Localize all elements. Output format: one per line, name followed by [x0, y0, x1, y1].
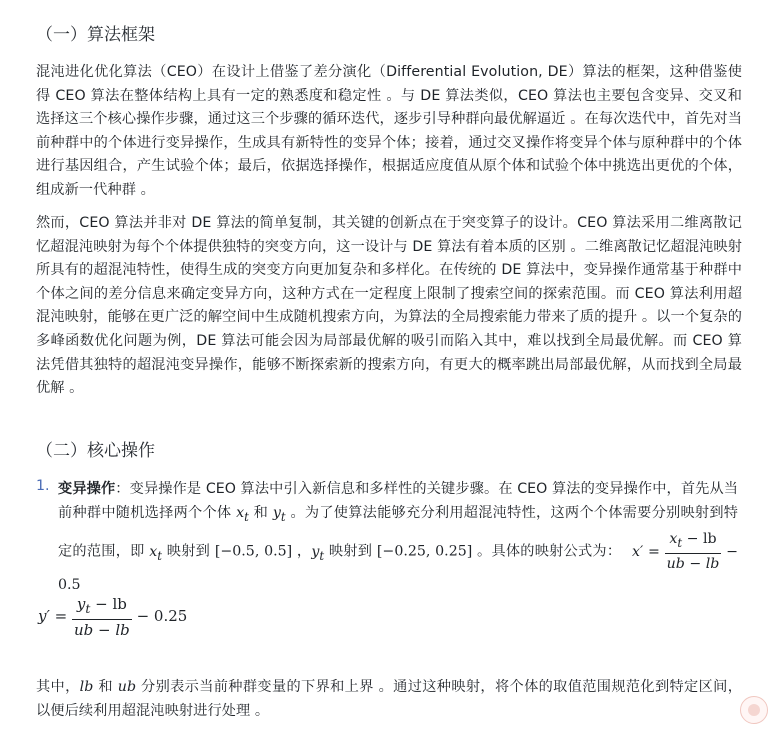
section-heading-core-operations: （二）核心操作: [36, 441, 155, 461]
floating-assistant-icon[interactable]: [740, 696, 768, 724]
list-item-title: 变异操作: [58, 481, 116, 497]
paragraph-framework-intro: 混沌进化优化算法（CEO）在设计上借鉴了差分演化（Differential Evolution, DE）算法的框架，这种借鉴使得 CEO 算法在整体结构上具有一定的熟悉度和稳定性 。与 DE 算法类似，CEO 算法也主要包含变异、交叉和选择这三个核心操作步骤，通过这三个步骤的循环迭代，逐步引导种群向最优解逼近 。在每次迭代中，首先对当前种群中的个体进行变异操作，生成具有新特性的变异个体；接着，通过交叉操作将变异个体与原种群中的个体进行基因组合，产生试验个体；最后，依据选择操作，根据适应度值从原个体和试验个体中挑选出更优的个体，组成新一代种群 。: [36, 64, 742, 198]
var-yt: $y_t$: [272, 504, 286, 524]
var-yt-2: $y_t$: [311, 543, 325, 563]
mutation-text-a: ：变异操作是 CEO 算法中引入新信息和多样性的关键步骤。在 CEO 算法的变异操作中，首先从当前种群中随机选择两个个体: [58, 481, 738, 521]
var-lb: lb: [79, 679, 94, 695]
var-ub: ub: [117, 679, 137, 695]
formula-y: y′ = $\frac{y_t - lb}{ub - lb}$ − 0.25: [38, 595, 188, 639]
list-item-number: 1.: [36, 478, 50, 494]
mutation-text-c: 。具体的映射公式为：: [472, 543, 622, 560]
range-x: [−0.5, 0.5]: [214, 543, 293, 560]
mutation-text-b: 。为了使算法能够充分利用超混沌特性，这两个个体需要分别映射到特定的范围，即: [58, 504, 738, 560]
formula-x: x′ = $\frac{x_t - lb}{ub - lb}$ − 0.5: [58, 531, 738, 594]
range-y: [−0.25, 0.25]: [376, 543, 473, 560]
section-heading-framework: （一）算法框架: [36, 25, 155, 45]
var-xt: $x_t$: [236, 504, 249, 524]
paragraph-innovation: 然而，CEO 算法并非对 DE 算法的简单复制，其关键的创新点在于突变算子的设计。CEO 算法采用二维离散记忆超混沌映射为每个个体提供独特的突变方向，这一设计与 DE 算法有着本质的区别 。二维离散记忆超混沌映射所具有的超混沌特性，使得生成的突变方向更加复杂和多样化。在传统的 DE 算法中，变异操作通常基于种群中个体之间的差分信息来确定变异方向，这种方式在一定程度上限制了搜索空间的探索范围。而 CEO 算法利用超混沌映射，能够在更广泛的解空间中生成随机搜索方向，为算法的全局搜索能力带来了质的提升 。以一个复杂的多峰函数优化问题为例，DE 算法可能会因为局部最优解的吸引而陷入其中，难以找到全局最优解。而 CEO 算法凭借其独特的超混沌变异操作，能够不断探索新的搜索方向，有更大的概率跳出局部最优解，从而找到全局最优解 。: [36, 215, 742, 397]
list-item-mutation: 变异操作：变异操作是 CEO 算法中引入新信息和多样性的关键步骤。在 CEO 算法的变异操作中，首先从当前种群中随机选择两个个体 $x_t$ 和 $y_t$ 。为了使算法能够充分利用超混沌特性，这两个个体需要分别映射到特定的范围，即 $x_t$ 映射到 [−0.5, 0.5] ，$y_t$ 映射到 [−0.25, 0.25] 。具体的映射公式为： x′ = $\frac{x_t - lb}{ub - lb}$ − 0.5: [58, 481, 738, 594]
paragraph-bounds-note: 其中，lb 和 ub 分别表示当前种群变量的下界和上界 。通过这种映射，将个体的取值范围规范化到特定区间，以便后续利用超混沌映射进行处理 。: [36, 679, 742, 719]
var-xt-2: $x_t$: [149, 543, 163, 563]
